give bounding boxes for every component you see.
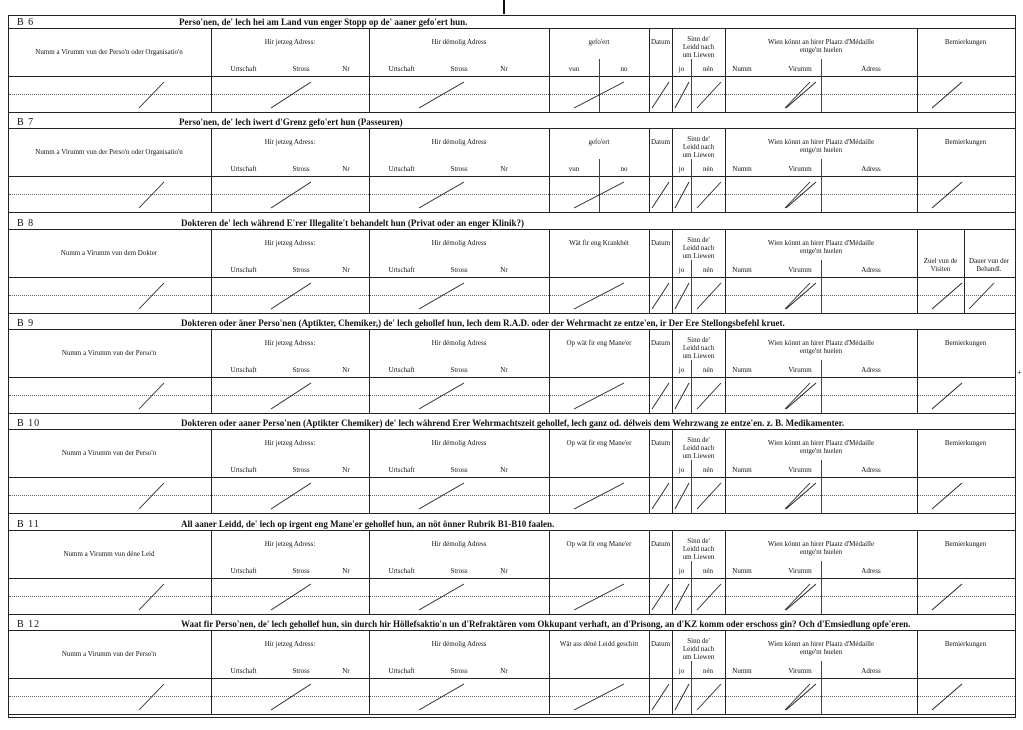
alive-header-line: Leidd nach — [682, 243, 715, 252]
strike-mark — [785, 82, 810, 108]
alive-header — [672, 436, 725, 460]
dotted-rule — [9, 295, 1015, 296]
date-header: Datum — [650, 238, 671, 247]
alive-header-line: Sinn de' — [687, 636, 710, 645]
strike-mark — [652, 82, 669, 108]
name-column-header: Numm a Virumm vun der Perso'n oder Organisatio'n — [35, 48, 183, 56]
strike-mark — [932, 584, 962, 610]
number-label: Nr — [500, 365, 508, 374]
name-column-header: Numm a Virumm vun der Perso'n oder Organisatio'n — [35, 148, 183, 157]
medal-header-line: Wien könnt an hirer Plaatz d'Médaille — [767, 138, 875, 147]
strike-mark — [785, 383, 810, 409]
section-code: B 8 — [17, 217, 35, 229]
dotted-rule — [9, 495, 1015, 496]
alive-header-line: Sinn de' — [687, 135, 710, 144]
strike-mark — [675, 684, 689, 710]
section-title: Dokteren oder äner Perso'nen (Aptikter, Chemiker,) de' lech gehollef hun, lech dem R.A.D. oder der Wehrmacht ze entze'en, ir Der Ere Stellongsbefehl kruet. — [181, 317, 785, 328]
strike-mark — [675, 82, 689, 108]
alive-header-line: Leidd nach — [682, 343, 715, 352]
street-label: Stross — [292, 365, 310, 374]
alive-header-line: um Liewen — [682, 452, 715, 461]
strike-mark — [652, 383, 669, 409]
visits-header: Zuel vun de Visiten — [923, 256, 958, 273]
duration-header: Dauer vun der Behandl. — [968, 256, 1010, 273]
number-label: Nr — [342, 365, 350, 374]
form-sheet — [8, 15, 1016, 718]
strike-mark — [697, 283, 721, 309]
remarks-header: Bemierkungen — [944, 38, 987, 46]
strike-mark — [271, 584, 311, 610]
no-label: nén — [702, 65, 714, 73]
no-label: nén — [702, 666, 714, 675]
yes-label: jo — [678, 365, 685, 374]
strike-mark — [419, 283, 464, 309]
locality-label: Urtschaft — [388, 466, 415, 475]
former-address-header: Hir démolig Adress — [431, 238, 487, 247]
alive-header-line: Leidd nach — [682, 544, 715, 553]
remarks-header: Bemierkungen — [944, 138, 987, 147]
medal-header-line: entge'nt huelen — [799, 346, 843, 355]
dotted-rule — [9, 194, 1015, 195]
locality-label: Urtschaft — [388, 365, 415, 374]
column-rule — [599, 159, 600, 212]
strike-mark — [675, 182, 689, 208]
current-address-header: Hir jetzeg Adress: — [264, 38, 316, 46]
rule — [9, 176, 1015, 177]
name-column-header: Numm a Virumm vun der Perso'n — [61, 649, 157, 658]
alive-header-line: Sinn de' — [687, 335, 710, 344]
number-label: Nr — [500, 265, 508, 274]
street-label: Stross — [292, 666, 310, 675]
strike-mark — [786, 483, 816, 509]
section-title: All aaner Leidd, de' lech op irgent eng Mane'er gehollef hun, an nöt önner Rubrik B1-B10 faalen. — [181, 518, 555, 529]
medal-header-line: Wien könnt an hirer Plaatz d'Médaille — [767, 639, 875, 648]
former-address-header: Hir démolig Adress — [431, 439, 487, 448]
strike-mark — [574, 283, 624, 309]
strike-mark — [652, 483, 669, 509]
alive-header — [672, 135, 725, 159]
strike-mark — [675, 383, 689, 409]
medal-header-line: Wien könnt an hirer Plaatz d'Médaille — [767, 439, 875, 448]
medal-name-label: Numm — [732, 365, 752, 374]
strike-mark — [786, 82, 816, 108]
medal-header — [725, 339, 917, 355]
rule — [9, 76, 1015, 77]
strike-mark — [786, 684, 816, 710]
rule — [9, 630, 1015, 631]
medal-header — [725, 239, 917, 255]
rule — [9, 530, 1015, 531]
section-code: B 6 — [17, 17, 35, 28]
strike-mark — [652, 182, 669, 208]
street-label: Stross — [292, 265, 310, 274]
strike-mark — [697, 584, 721, 610]
date-header: Datum — [650, 38, 671, 46]
number-label: Nr — [342, 566, 350, 575]
medal-header-line: entge'nt huelen — [799, 246, 843, 255]
strike-mark — [786, 283, 816, 309]
current-address-header: Hir jetzeg Adress: — [264, 238, 316, 247]
medal-header — [725, 138, 917, 154]
locality-label: Urtschaft — [230, 365, 257, 374]
locality-label: Urtschaft — [230, 265, 257, 274]
strike-mark — [652, 283, 669, 309]
medal-firstname-label: Virumm — [788, 666, 812, 675]
strike-mark — [786, 584, 816, 610]
former-address-header: Hir démolig Adress — [431, 338, 487, 347]
medal-name-label: Numm — [732, 466, 752, 475]
locality-label: Urtschaft — [388, 65, 415, 73]
section-title: Perso'nen, de' lech hei am Land vun enger Stopp op de' aaner gefo'ert hun. — [179, 17, 468, 27]
yes-label: jo — [678, 466, 685, 475]
medal-name-label: Numm — [732, 566, 752, 575]
strike-mark — [697, 383, 721, 409]
alive-header — [672, 236, 725, 260]
medal-name-label: Numm — [732, 65, 752, 73]
date-header: Datum — [650, 138, 671, 147]
rule — [9, 329, 1015, 330]
section-code: B 10 — [17, 418, 41, 430]
number-label: Nr — [500, 666, 508, 675]
locality-label: Urtschaft — [388, 566, 415, 575]
section-title: Dokteren oder aaner Perso'nen (Aptikter Chemiker) de' lech während Erer Wehrmachtszeit gehollef, lech ganz od. délweis dem Wehrzwang ze entze'en. z. B. Medikamenter. — [181, 418, 845, 429]
yes-label: jo — [678, 265, 685, 274]
current-address-header: Hir jetzeg Adress: — [264, 539, 316, 548]
alive-header-line: Sinn de' — [687, 235, 710, 244]
number-label: Nr — [500, 165, 508, 174]
strike-mark — [271, 283, 311, 309]
alive-header-line: um Liewen — [682, 652, 715, 661]
alive-header-line: um Liewen — [682, 151, 715, 160]
medal-name-label: Numm — [732, 265, 752, 274]
rule — [9, 377, 1015, 378]
strike-mark — [932, 82, 962, 108]
strike-mark — [139, 182, 164, 208]
section-code: B 11 — [17, 518, 40, 530]
rule — [9, 578, 1015, 579]
section-b8 — [9, 217, 1015, 317]
strike-mark — [785, 584, 810, 610]
from-label: vun — [568, 165, 580, 174]
medal-header-line: entge'nt huelen — [799, 647, 843, 656]
date-header: Datum — [650, 439, 671, 448]
section-bottom-rule — [9, 413, 1015, 414]
remarks-header: Bemierkungen — [944, 439, 987, 448]
yes-label: jo — [678, 165, 685, 174]
strike-mark — [785, 483, 810, 509]
remarks-header: Bemierkungen — [944, 539, 987, 548]
medal-header-line: entge'nt huelen — [799, 547, 843, 556]
medal-firstname-label: Virumm — [788, 65, 812, 73]
street-label: Stross — [450, 165, 468, 174]
alive-header-line: um Liewen — [682, 251, 715, 260]
strike-mark — [271, 383, 311, 409]
alive-header-line: Leidd nach — [682, 644, 715, 653]
strike-mark — [786, 182, 816, 208]
strike-mark — [697, 82, 721, 108]
section-bottom-rule — [9, 212, 1015, 213]
strike-mark — [574, 684, 624, 710]
strike-mark — [139, 684, 164, 710]
alive-header-line: Leidd nach — [682, 444, 715, 453]
section-bottom-rule — [9, 614, 1015, 615]
strike-mark — [785, 684, 810, 710]
rule — [9, 429, 1015, 430]
medal-header-line: entge'nt huelen — [799, 146, 843, 155]
margin-mark: + — [1017, 368, 1022, 377]
strike-mark — [652, 684, 669, 710]
strike-mark — [419, 483, 464, 509]
strike-mark — [932, 684, 962, 710]
strike-mark — [419, 584, 464, 610]
street-label: Stross — [450, 265, 468, 274]
name-column-header: Numm a Virumm vun dem Dokter — [60, 248, 158, 257]
alive-header-line: Sinn de' — [687, 436, 710, 445]
alive-header-line: Sinn de' — [687, 35, 710, 43]
former-address-header: Hir démolig Adress — [431, 138, 487, 147]
strike-mark — [785, 182, 810, 208]
rule — [9, 229, 1015, 230]
alive-header-line: um Liewen — [682, 351, 715, 360]
alive-header-line: um Liewen — [682, 51, 715, 59]
locality-label: Urtschaft — [230, 466, 257, 475]
number-label: Nr — [500, 65, 508, 73]
strike-mark — [139, 82, 164, 108]
number-label: Nr — [342, 65, 350, 73]
locality-label: Urtschaft — [230, 65, 257, 73]
date-header: Datum — [650, 639, 671, 648]
section-b6 — [9, 16, 1015, 116]
locality-label: Urtschaft — [388, 165, 415, 174]
yes-label: jo — [678, 65, 685, 73]
locality-label: Urtschaft — [388, 265, 415, 274]
date-header: Datum — [650, 338, 671, 347]
current-address-header: Hir jetzeg Adress: — [264, 338, 316, 347]
dotted-rule — [9, 596, 1015, 597]
strike-mark — [271, 483, 311, 509]
strike-mark — [271, 684, 311, 710]
alive-header-line: Sinn de' — [687, 536, 710, 545]
alive-header-line: Leidd nach — [682, 143, 715, 152]
street-label: Stross — [292, 165, 310, 174]
number-label: Nr — [342, 466, 350, 475]
rule — [9, 128, 1015, 129]
dotted-rule — [9, 696, 1015, 697]
strike-mark — [271, 182, 311, 208]
section-title: Waat fir Perso'nen, de' lech gehollef hun, sin durch hir Höllefsaktio'n un d'Refraktären vom Okkupant verhaft, an d'Prisong, an d'KZ komm oder erschoss gin? Och d'Emsiedlung opfe'eren. — [181, 618, 911, 629]
medal-name-label: Numm — [732, 165, 752, 174]
name-column-header: Numm a Virumm vun der Perso'n — [61, 348, 157, 357]
yes-label: jo — [678, 666, 685, 675]
section-bottom-rule — [9, 714, 1015, 715]
section-code: B 12 — [17, 618, 41, 630]
strike-mark — [675, 483, 689, 509]
street-label: Stross — [450, 566, 468, 575]
medal-header-line: Wien könnt an hirer Plaatz d'Médaille — [767, 238, 875, 247]
strike-mark — [675, 584, 689, 610]
col3-header: Op wät fir eng Mane'er — [566, 338, 632, 347]
strike-mark — [139, 283, 164, 309]
strike-mark — [932, 283, 962, 309]
top-tick-mark — [503, 0, 505, 14]
locality-label: Urtschaft — [388, 666, 415, 675]
strike-mark — [419, 82, 464, 108]
medal-header — [725, 640, 917, 656]
strike-mark — [271, 82, 311, 108]
strike-mark — [932, 483, 962, 509]
strike-mark — [697, 684, 721, 710]
remarks-header: Bemierkungen — [944, 639, 987, 648]
col3-header: gefo'ert — [588, 38, 610, 46]
no-label: nén — [702, 265, 714, 274]
from-label: vun — [568, 65, 580, 73]
medal-header-line: entge'nt huelen — [799, 46, 843, 54]
alive-header — [672, 35, 725, 59]
medal-header-line: Wien könnt an hirer Plaatz d'Médaille — [767, 539, 875, 548]
current-address-header: Hir jetzeg Adress: — [264, 639, 316, 648]
number-label: Nr — [500, 566, 508, 575]
strike-mark — [419, 383, 464, 409]
medal-address-label: Adress — [861, 65, 881, 73]
street-label: Stross — [450, 65, 468, 73]
former-address-header: Hir démolig Adress — [431, 639, 487, 648]
number-label: Nr — [342, 666, 350, 675]
rule — [9, 277, 1015, 278]
section-b12 — [9, 618, 1015, 718]
column-rule — [599, 59, 600, 112]
medal-header — [725, 38, 917, 54]
strike-mark — [652, 584, 669, 610]
street-label: Stross — [450, 666, 468, 675]
col3-header: Op wät fir eng Mane'er — [566, 539, 632, 548]
medal-header — [725, 439, 917, 455]
no-label: nén — [702, 165, 714, 174]
locality-label: Urtschaft — [230, 165, 257, 174]
section-bottom-rule — [9, 313, 1015, 314]
strike-mark — [574, 383, 624, 409]
section-bottom-rule — [9, 112, 1015, 113]
strike-mark — [574, 483, 624, 509]
medal-address-label: Adress — [861, 365, 881, 374]
alive-header-line: um Liewen — [682, 552, 715, 561]
number-label: Nr — [500, 466, 508, 475]
rule — [9, 477, 1015, 478]
dotted-rule — [9, 395, 1015, 396]
yes-label: jo — [678, 566, 685, 575]
section-b10 — [9, 417, 1015, 517]
medal-address-label: Adress — [861, 265, 881, 274]
medal-address-label: Adress — [861, 666, 881, 675]
section-code: B 9 — [17, 317, 35, 329]
strike-mark — [969, 283, 994, 309]
strike-mark — [697, 182, 721, 208]
col3-header: gefo'ert — [588, 138, 610, 147]
alive-header — [672, 336, 725, 360]
to-label: no — [620, 165, 628, 174]
current-address-header: Hir jetzeg Adress: — [264, 138, 316, 147]
dotted-rule — [9, 94, 1015, 95]
medal-header — [725, 540, 917, 556]
alive-header — [672, 537, 725, 561]
section-b11 — [9, 518, 1015, 618]
number-label: Nr — [342, 165, 350, 174]
medal-address-label: Adress — [861, 566, 881, 575]
strike-mark — [932, 383, 962, 409]
strike-mark — [786, 383, 816, 409]
to-label: no — [620, 65, 628, 73]
strike-mark — [139, 483, 164, 509]
current-address-header: Hir jetzeg Adress: — [264, 439, 316, 448]
name-column-header: Numm a Virumm vun der Perso'n — [61, 449, 157, 458]
former-address-header: Hir démolig Adress — [431, 539, 487, 548]
strike-mark — [675, 283, 689, 309]
former-address-header: Hir démolig Adress — [431, 38, 487, 46]
section-b9 — [9, 317, 1015, 417]
section-title: Perso'nen, de' lech iwert d'Grenz gefo'ert hun (Passeuren) — [179, 117, 403, 128]
name-column-header: Numm a Virumm vun déne Leid — [63, 549, 155, 558]
medal-name-label: Numm — [732, 666, 752, 675]
strike-mark — [419, 182, 464, 208]
medal-header-line: entge'nt huelen — [799, 447, 843, 456]
strike-mark — [419, 684, 464, 710]
strike-mark — [932, 182, 962, 208]
medal-firstname-label: Virumm — [788, 265, 812, 274]
rule — [9, 678, 1015, 679]
strike-mark — [785, 283, 810, 309]
street-label: Stross — [292, 65, 310, 73]
street-label: Stross — [450, 365, 468, 374]
alive-header-line: Leidd nach — [682, 43, 715, 51]
strike-mark — [139, 383, 164, 409]
locality-label: Urtschaft — [230, 566, 257, 575]
no-label: nén — [702, 466, 714, 475]
medal-header-line: Wien könnt an hirer Plaatz d'Médaille — [767, 38, 875, 46]
no-label: nén — [702, 365, 714, 374]
strike-mark — [574, 584, 624, 610]
medal-address-label: Adress — [861, 165, 881, 174]
medal-firstname-label: Virumm — [788, 566, 812, 575]
no-label: nén — [702, 566, 714, 575]
remarks-header: Bemierkungen — [944, 338, 987, 347]
col3-header: Wät ass déné Leidd geschitt — [559, 639, 639, 648]
rule — [9, 28, 1015, 29]
locality-label: Urtschaft — [230, 666, 257, 675]
section-b7 — [9, 116, 1015, 216]
medal-firstname-label: Virumm — [788, 165, 812, 174]
date-header: Datum — [650, 539, 671, 548]
strike-mark — [139, 584, 164, 610]
street-label: Stross — [292, 566, 310, 575]
section-bottom-rule — [9, 513, 1015, 514]
street-label: Stross — [292, 466, 310, 475]
alive-header — [672, 637, 725, 661]
section-title: Dokteren de' lech während E'rer Illegalite't behandelt hun (Privat oder an enger Klinik?) — [181, 217, 525, 228]
medal-header-line: Wien könnt an hirer Plaatz d'Médaille — [767, 338, 875, 347]
medal-firstname-label: Virumm — [788, 365, 812, 374]
col3-header: Op wät fir eng Mane'er — [566, 439, 632, 448]
strike-mark — [697, 483, 721, 509]
number-label: Nr — [342, 265, 350, 274]
medal-address-label: Adress — [861, 466, 881, 475]
col3-header: Wät fir eng Krankhét — [569, 238, 629, 247]
section-code: B 7 — [17, 117, 35, 129]
street-label: Stross — [450, 466, 468, 475]
medal-firstname-label: Virumm — [788, 466, 812, 475]
